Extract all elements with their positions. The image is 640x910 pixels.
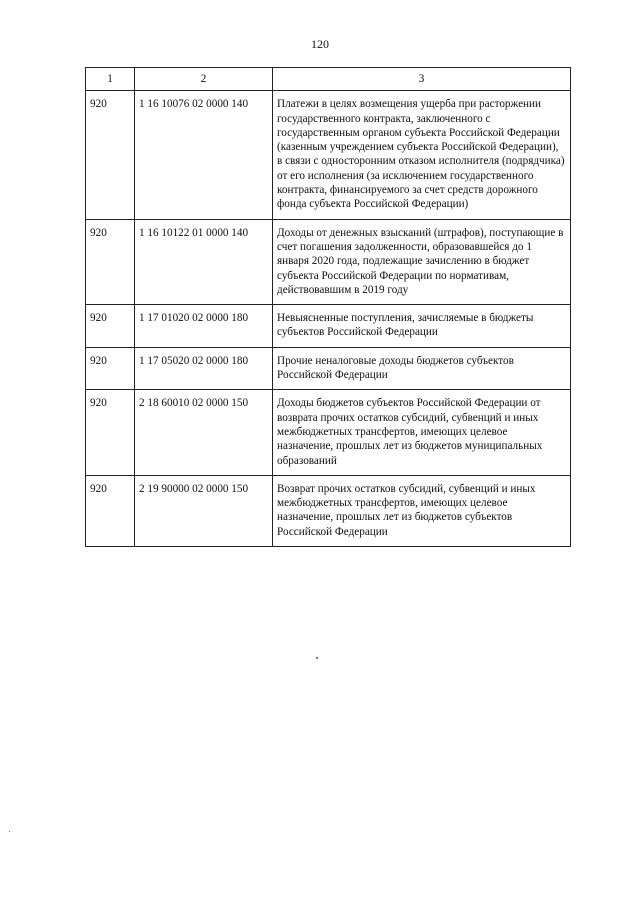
table-row (86, 390, 571, 475)
kbk-code-cell: 1 16 10122 01 0000 140 (135, 219, 273, 304)
scan-speck (316, 657, 318, 659)
description-cell: Доходы бюджетов субъектов Российской Федерации от возврата прочих остатков субсидий, субвенций и иных межбюджетных трансфертов, имеющих целевое назначение, прошлых лет из бюджетов муниципальных образований (273, 390, 571, 475)
kbk-code-cell: 1 17 01020 02 0000 180 (135, 305, 273, 348)
kbk-code-cell: 2 18 60010 02 0000 150 (135, 390, 273, 475)
table-row (86, 305, 571, 348)
table-row (86, 475, 571, 546)
kbk-code-cell: 1 17 05020 02 0000 180 (135, 347, 273, 390)
table-row (86, 91, 571, 219)
admin-code-cell: 920 (86, 91, 135, 219)
table-row (86, 219, 571, 304)
column-header-1: 1 (86, 68, 135, 91)
column-header-3: 3 (273, 68, 571, 91)
description-cell: Прочие неналоговые доходы бюджетов субъектов Российской Федерации (273, 347, 571, 390)
kbk-code-cell: 1 16 10076 02 0000 140 (135, 91, 273, 219)
description-cell: Доходы от денежных взысканий (штрафов), поступающие в счет погашения задолженности, образовавшейся до 1 января 2020 года, подлежащие зачислению в бюджет субъекта Российской Федерации по нормативам, действовавшим в 2019 году (273, 219, 571, 304)
budget-codes-table (85, 67, 571, 547)
column-header-2: 2 (135, 68, 273, 91)
table-row (86, 347, 571, 390)
page-number: 120 (311, 37, 329, 51)
kbk-code-cell: 2 19 90000 02 0000 150 (135, 475, 273, 546)
description-cell: Невыясненные поступления, зачисляемые в бюджеты субъектов Российской Федерации (273, 305, 571, 348)
description-cell: Платежи в целях возмещения ущерба при расторжении государственного контракта, заключенного с государственным органом субъекта Российской Федерации (казенным учреждением субъекта Российской Федерации), в связи с односторонним отказом исполнителя (подрядчика) от его исполнения (за исключением государственного контракта, финансируемого за счет средств дорожного фонда субъекта Российской Федерации) (273, 91, 571, 219)
admin-code-cell: 920 (86, 219, 135, 304)
admin-code-cell: 920 (86, 390, 135, 475)
scan-speck (9, 831, 10, 832)
admin-code-cell: 920 (86, 305, 135, 348)
admin-code-cell: 920 (86, 347, 135, 390)
table-header-row (86, 68, 571, 91)
admin-code-cell: 920 (86, 475, 135, 546)
description-cell: Возврат прочих остатков субсидий, субвенций и иных межбюджетных трансфертов, имеющих целевое назначение, прошлых лет из бюджетов субъектов Российской Федерации (273, 475, 571, 546)
